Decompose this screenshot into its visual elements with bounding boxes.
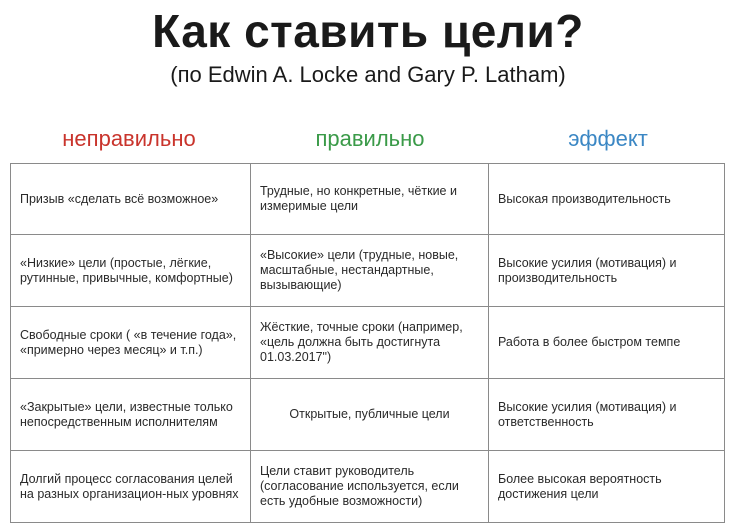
cell-effect: Более высокая вероятность достижения цели <box>489 451 725 523</box>
page-title: Как ставить цели? <box>152 5 584 57</box>
column-header-effect: эффект <box>568 126 648 151</box>
page-subtitle: (по Edwin A. Locke and Gary P. Latham) <box>170 62 566 87</box>
table-row <box>11 379 725 451</box>
cell-effect: Работа в более быстром темпе <box>489 307 725 379</box>
column-header-right: правильно <box>315 126 425 151</box>
cell-wrong: «Низкие» цели (простые, лёгкие, рутинные, привычные, комфортные) <box>11 235 251 307</box>
cell-right: Открытые, публичные цели <box>251 379 489 451</box>
cell-wrong: Призыв «сделать всё возможное» <box>11 164 251 235</box>
cell-effect: Высокие усилия (мотивация) и ответственность <box>489 379 725 451</box>
column-header-wrong: неправильно <box>62 126 196 151</box>
cell-effect: Высокая производительность <box>489 164 725 235</box>
table-row <box>11 307 725 379</box>
cell-right: Трудные, но конкретные, чёткие и измеримые цели <box>251 164 489 235</box>
cell-effect: Высокие усилия (мотивация) и производительность <box>489 235 725 307</box>
cell-right: «Высокие» цели (трудные, новые, масштабные, нестандартные, вызывающие) <box>251 235 489 307</box>
table-row <box>11 451 725 523</box>
cell-wrong: Долгий процесс согласования целей на разных организацион-ных уровнях <box>11 451 251 523</box>
table-row <box>11 235 725 307</box>
table-row <box>11 164 725 235</box>
cell-right: Цели ставит руководитель (согласование используется, если есть удобные возможности) <box>251 451 489 523</box>
cell-wrong: Свободные сроки ( «в течение года», «примерно через месяц» и т.п.) <box>11 307 251 379</box>
goals-table <box>10 163 725 523</box>
cell-wrong: «Закрытые» цели, известные только непосредственным исполнителям <box>11 379 251 451</box>
cell-right: Жёсткие, точные сроки (например, «цель должна быть достигнута 01.03.2017") <box>251 307 489 379</box>
